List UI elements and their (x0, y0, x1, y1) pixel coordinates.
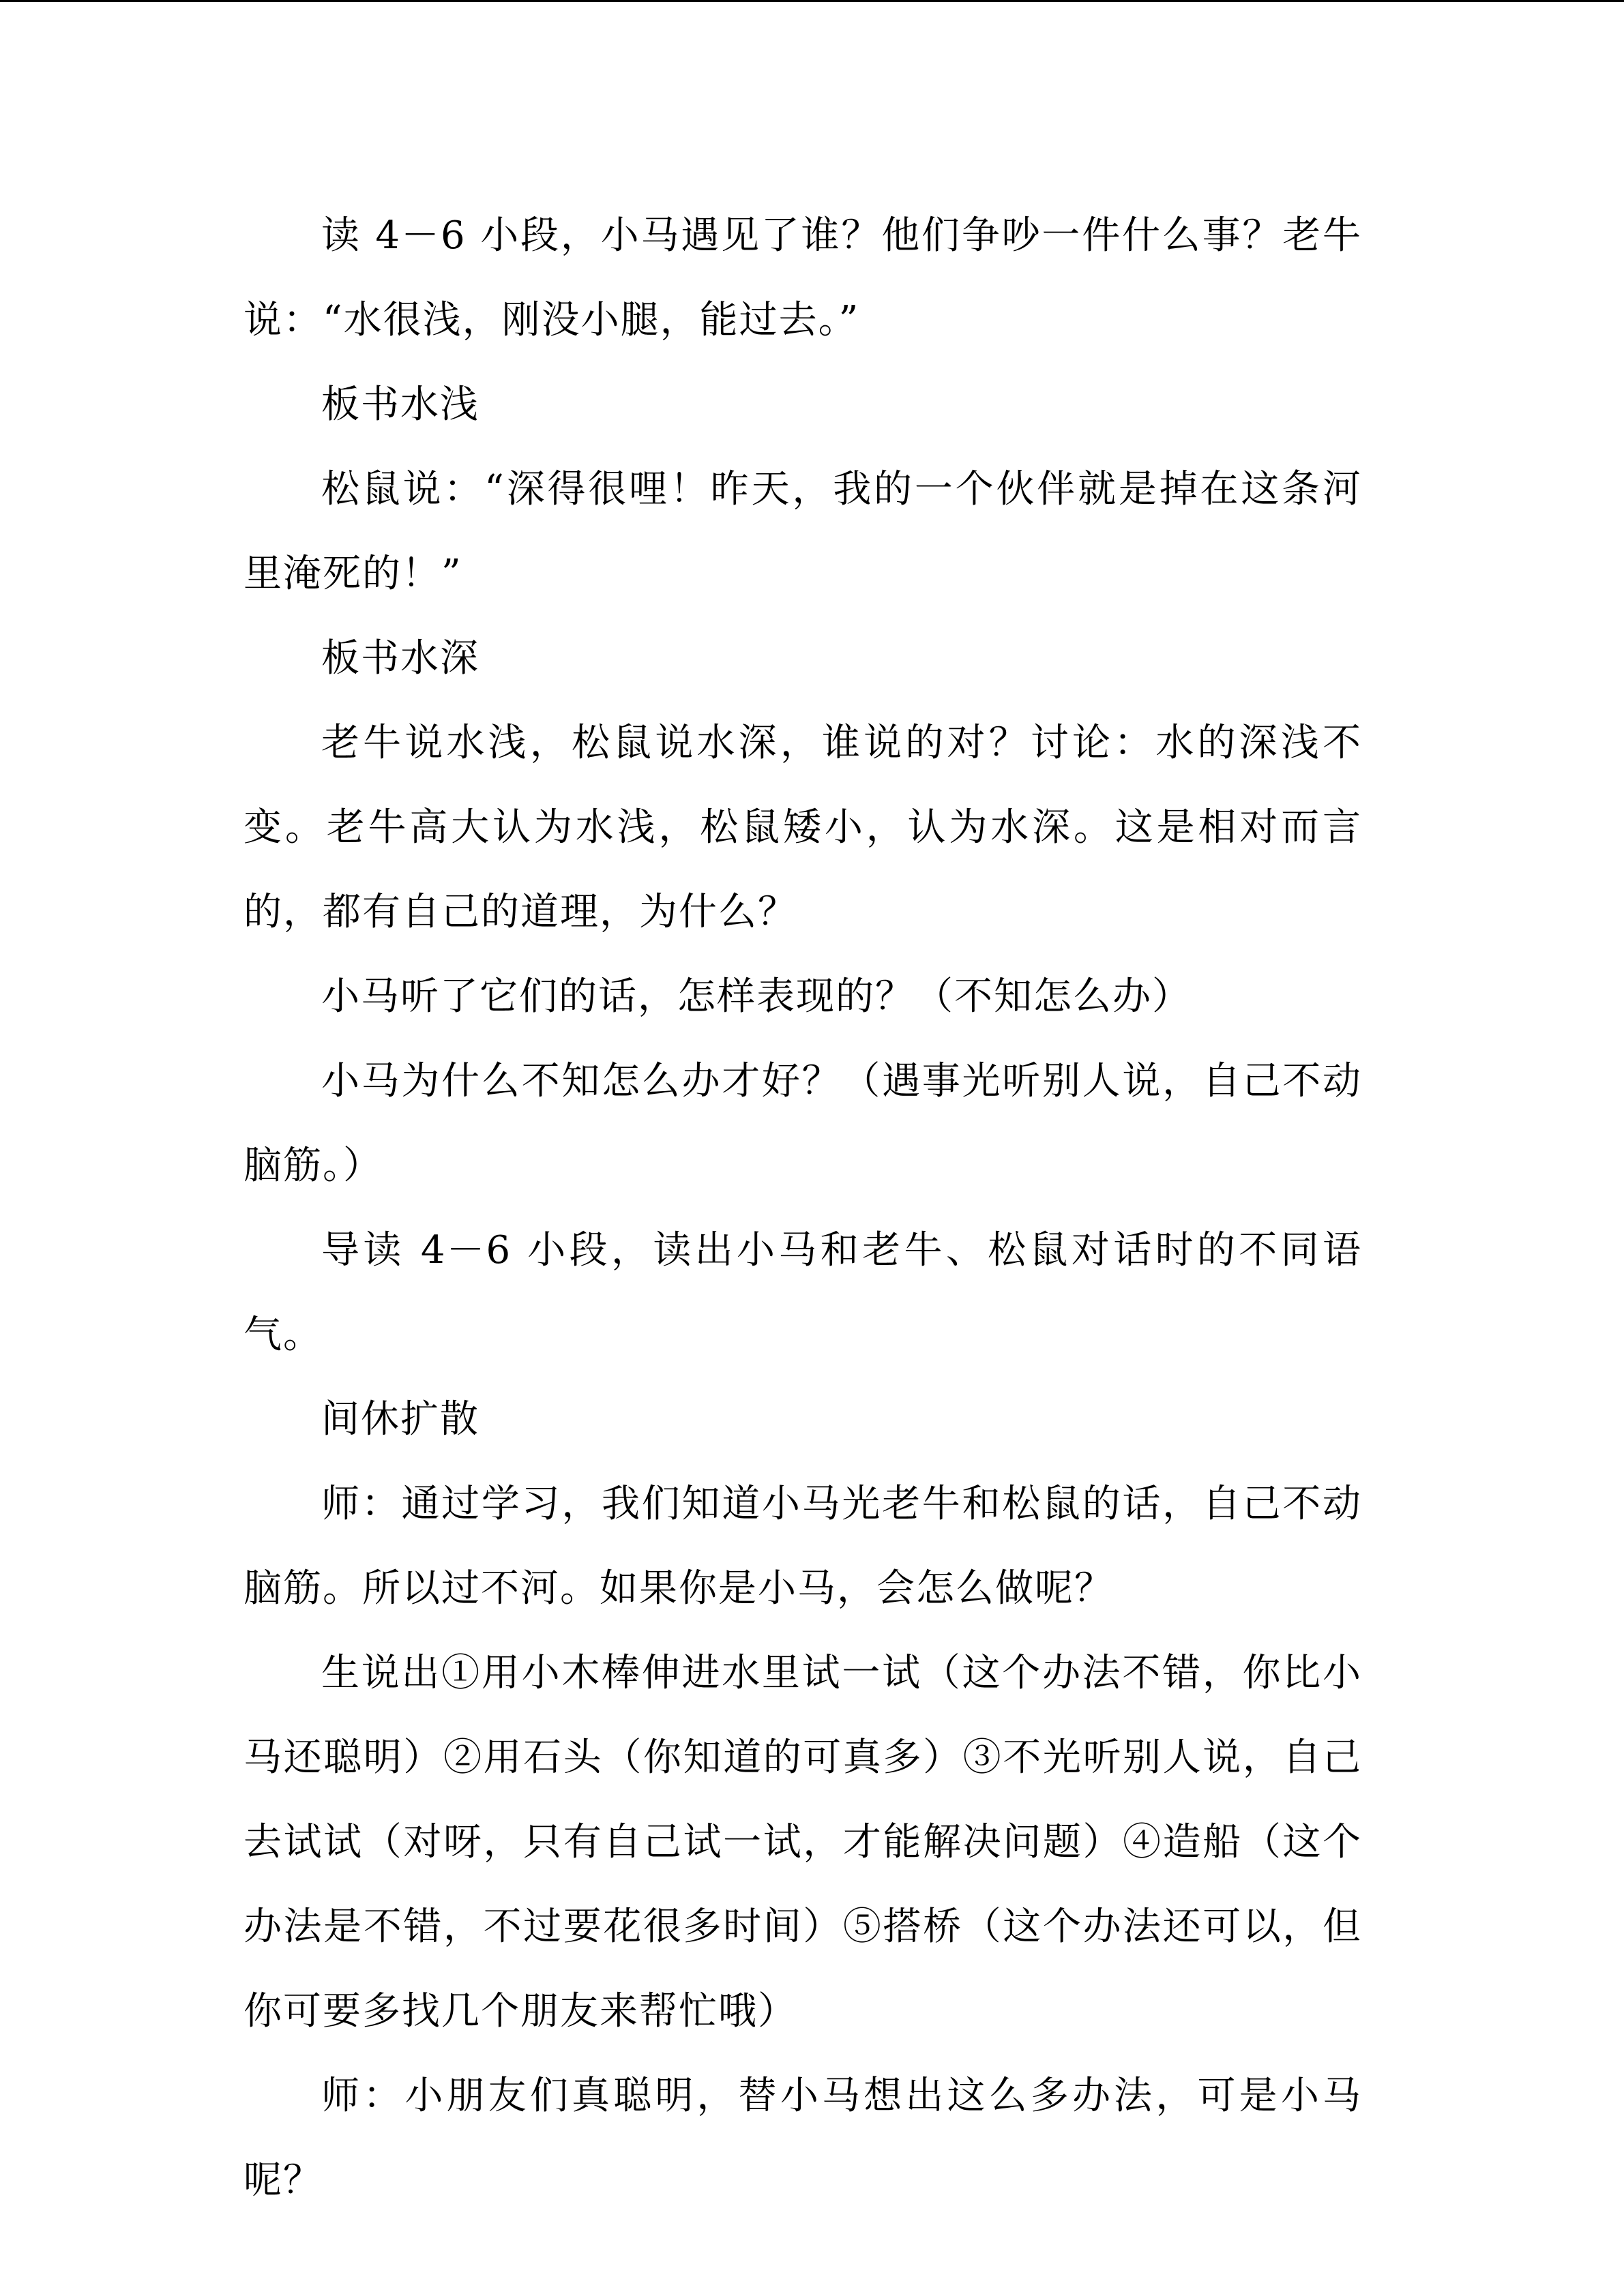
paragraph: 松鼠说：“深得很哩！昨天，我的一个伙伴就是掉在这条河里淹死的！” (243, 467, 1362, 596)
paragraph: 小马为什么不知怎么办才好？（遇事光听别人说，自己不动脑筋。） (243, 1059, 1362, 1188)
page-top-border (0, 0, 1624, 2)
paragraph: 老牛说水浅，松鼠说水深，谁说的对？讨论：水的深浅不变。老牛高大认为水浅，松鼠矮小，认为水深。这是相对而言的，都有自己的道理，为什么？ (243, 721, 1362, 934)
paragraph: 板书水浅 (321, 383, 479, 427)
paragraph: 读 4－6 小段，小马遇见了谁？他们争吵一件什么事？老牛说：“水很浅，刚没小腿，能过去。” (243, 213, 1362, 342)
paragraph: 小马听了它们的话，怎样表现的？（不知怎么办） (321, 974, 1192, 1019)
paragraph: 师：小朋友们真聪明，替小马想出这么多办法，可是小马呢？ (243, 2074, 1362, 2203)
paragraph: 间休扩散 (321, 1397, 479, 1442)
paragraph: 师：通过学习，我们知道小马光老牛和松鼠的话，自己不动脑筋。所以过不河。如果你是小马，会怎么做呢？ (243, 1482, 1362, 1611)
document-body (243, 194, 1362, 2223)
paragraph: 生说出①用小木棒伸进水里试一试（这个办法不错，你比小马还聪明）②用石头（你知道的可真多）③不光听别人说，自己去试试（对呀，只有自己试一试，才能解决问题）④造船（这个办法是不错，不过要花很多时间）⑤搭桥（这个办法还可以，但你可要多找几个朋友来帮忙哦） (243, 1651, 1362, 2033)
paragraph: 导读 4－6 小段，读出小马和老牛、松鼠对话时的不同语气。 (243, 1228, 1362, 1357)
paragraph: 板书水深 (321, 636, 479, 681)
